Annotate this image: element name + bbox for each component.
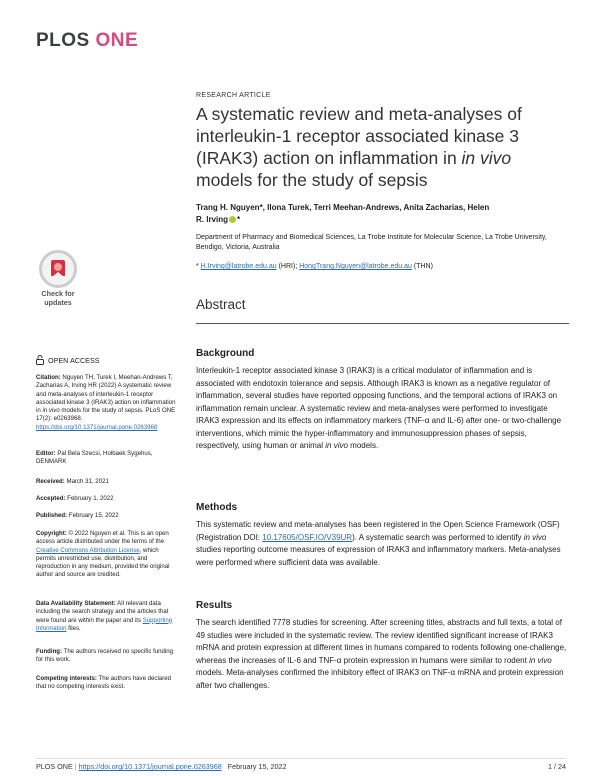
citation-italic: in vivo	[42, 407, 60, 415]
results-heading: Results	[196, 600, 233, 611]
background-italic: in vivo	[325, 441, 348, 450]
copyright-label: Copyright:	[36, 530, 67, 537]
editor-block	[36, 450, 176, 467]
email-link-nguyen[interactable]: HongTrang.Nguyen@latrobe.edu.au	[299, 263, 412, 270]
citation-block	[36, 374, 176, 432]
citation-text: Nguyen TH, Turek I, Meehan-Andrews T, Zacharias A, Irving HR (2022) A systematic review and meta-analyses of interleukin-1 receptor associated kinase 3 (IRAK3) action on inflammation in	[36, 374, 176, 415]
methods-text: This systematic review and meta-analyses has been registered in the Open Science Framework (OSF) (Registration DOI:	[196, 520, 560, 542]
title-line-4: models for the study of sepsis	[196, 170, 428, 190]
results-paragraph	[196, 617, 572, 692]
results-text-2: models. Meta-analyses confirmed the inhibitory effect of IRAK3 on TNF-α mRNA and protein expression after two challenges.	[196, 668, 564, 690]
competing-interests-text: The authors have declared that no competing interests exist.	[36, 675, 172, 691]
accepted-date: February 1, 2022	[65, 495, 114, 502]
title-italic: in vivo	[461, 148, 512, 168]
published-block	[36, 512, 176, 520]
open-lock-icon	[36, 355, 44, 365]
page-number: 1 / 24	[548, 762, 566, 771]
background-text: Interleukin-1 receptor associated kinase 3 (IRAK3) is a critical modulator of inflammation and is associated with endotoxin tolerance and sepsis. Although IRAK3 is known as a negative regulator of inflammation, several studies have reported opposing functions, and the temporal actions of IRAK3 on inflammation remain unclear. A systematic review and meta-analyses were performed to investigate IRAK3 expression and its effects on inflammatory markers (TNF-α and IL-6) after one- or two-challenge interventions, which mimic the hyper-inflammatory and immunosuppression phases of sepsis, respectively, using human or animal	[196, 366, 562, 450]
abstract-divider	[196, 323, 569, 324]
authors-line-1: Trang H. Nguyen*, Ilona Turek, Terri Meehan-Andrews, Anita Zacharias, Helen	[196, 203, 490, 212]
logo-plos: PLOS	[36, 30, 90, 51]
contact-suffix: (THN)	[411, 263, 433, 270]
footer-journal: PLOS ONE	[36, 762, 73, 771]
author-list	[196, 202, 526, 225]
editor-text: Pal Bela Szecsi, Holbaek Sygehus, DENMARK	[36, 450, 153, 466]
supporting-info-link[interactable]: Supporting Information	[36, 616, 173, 632]
data-availability-text: All relevant data including the search strategy and the articles that were found are within the paper and its	[36, 600, 169, 624]
background-text-2: models.	[347, 441, 379, 450]
article-title	[196, 103, 576, 191]
footer-separator: |	[72, 762, 79, 771]
footer-doi-link[interactable]: https://doi.org/10.1371/journal.pone.0263968	[78, 762, 222, 771]
footer-divider	[36, 758, 566, 759]
affiliation: Department of Pharmacy and Biomedical Sciences, La Trobe Institute for Molecular Science, La Trobe University, Bendigo, Victoria, Australia	[196, 234, 547, 251]
check-updates-label	[36, 290, 80, 307]
methods-text-2: ). A systematic search was performed to identify	[352, 532, 524, 542]
data-availability-block	[36, 600, 176, 633]
published-date: February 15, 2022	[67, 512, 119, 519]
methods-paragraph	[196, 519, 572, 569]
check-updates-line-1: Check for	[41, 289, 75, 298]
open-access-badge	[36, 355, 100, 365]
results-italic: in vivo	[529, 655, 552, 665]
osf-doi-link[interactable]: 10.17605/OSF.IO/V39UR	[262, 532, 353, 542]
crossmark-icon	[39, 250, 77, 288]
received-label: Received:	[36, 478, 65, 485]
funding-block	[36, 648, 176, 665]
copyright-text-2: , which permits unrestricted use, distribution, and reproduction in any medium, provided the original author and source are credited.	[36, 546, 170, 579]
methods-heading: Methods	[196, 502, 238, 513]
page-footer	[36, 762, 286, 771]
copyright-text: © 2022 Nguyen et al. This is an open access article distributed under the terms of the	[36, 530, 169, 546]
background-heading: Background	[196, 348, 255, 359]
journal-logo	[36, 30, 138, 52]
citation-text-2: models for the study of sepsis. PLoS ONE 17(2): e0263968.	[36, 407, 176, 423]
copyright-block	[36, 530, 176, 580]
published-label: Published:	[36, 512, 68, 519]
competing-interests-block	[36, 675, 176, 692]
logo-one: ONE	[95, 30, 139, 51]
methods-italic: in vivo	[523, 532, 547, 542]
funding-text: The authors received no specific funding for this work.	[36, 648, 174, 664]
accepted-block	[36, 495, 176, 503]
title-line-1: A systematic review and meta-analyses of	[196, 104, 522, 124]
article-type: RESEARCH ARTICLE	[196, 92, 271, 99]
title-line-3	[196, 147, 576, 169]
received-date: March 31, 2021	[64, 478, 109, 485]
contact-prefix: *	[196, 263, 201, 270]
authors-asterisk: *	[237, 214, 241, 224]
background-paragraph	[196, 365, 572, 453]
title-line-3-text: (IRAK3) action on inflammation in	[196, 148, 462, 168]
license-link[interactable]: Creative Commons Attribution License	[36, 546, 140, 554]
citation-doi-link[interactable]: https://doi.org/10.1371/journal.pone.0263968	[36, 423, 158, 431]
orcid-icon[interactable]	[229, 216, 236, 223]
accepted-label: Accepted:	[36, 495, 66, 502]
competing-interests-label: Competing interests:	[36, 675, 97, 682]
contact-mid: (HRI);	[276, 263, 300, 270]
methods-text-3: studies reporting outcome measures of expression of IRAK3 and inflammatory markers. Meta-analyses were performed where sufficient data was available.	[196, 545, 561, 567]
editor-label: Editor:	[36, 450, 56, 457]
title-line-2: interleukin-1 receptor associated kinase 3	[196, 126, 519, 146]
open-access-label: OPEN ACCESS	[48, 355, 100, 365]
corresponding-contact	[196, 262, 576, 272]
check-for-updates-badge[interactable]	[36, 250, 80, 308]
data-availability-text-2: files.	[66, 624, 81, 632]
footer-date: February 15, 2022	[227, 762, 287, 771]
received-block	[36, 478, 176, 486]
abstract-heading: Abstract	[196, 297, 246, 312]
data-availability-label: Data Availability Statement:	[36, 600, 116, 607]
funding-label: Funding:	[36, 648, 63, 655]
check-updates-line-2: updates	[44, 297, 72, 307]
results-text: The search identified 7778 studies for screening. After screening titles, abstracts and full texts, a total of 49 studies were included in the systematic review. The review identified significant increase of IRAK3 mRNA and protein expression at different times in humans compared to rodents following one-challenge, whereas the increases of IL-6 and TNF-α protein expression in humans were similar to rodent	[196, 618, 567, 665]
email-link-irving[interactable]: H.Irving@latrobe.edu.au	[200, 263, 277, 270]
authors-line-2: R. Irving	[196, 214, 229, 224]
citation-label: Citation:	[36, 374, 61, 381]
